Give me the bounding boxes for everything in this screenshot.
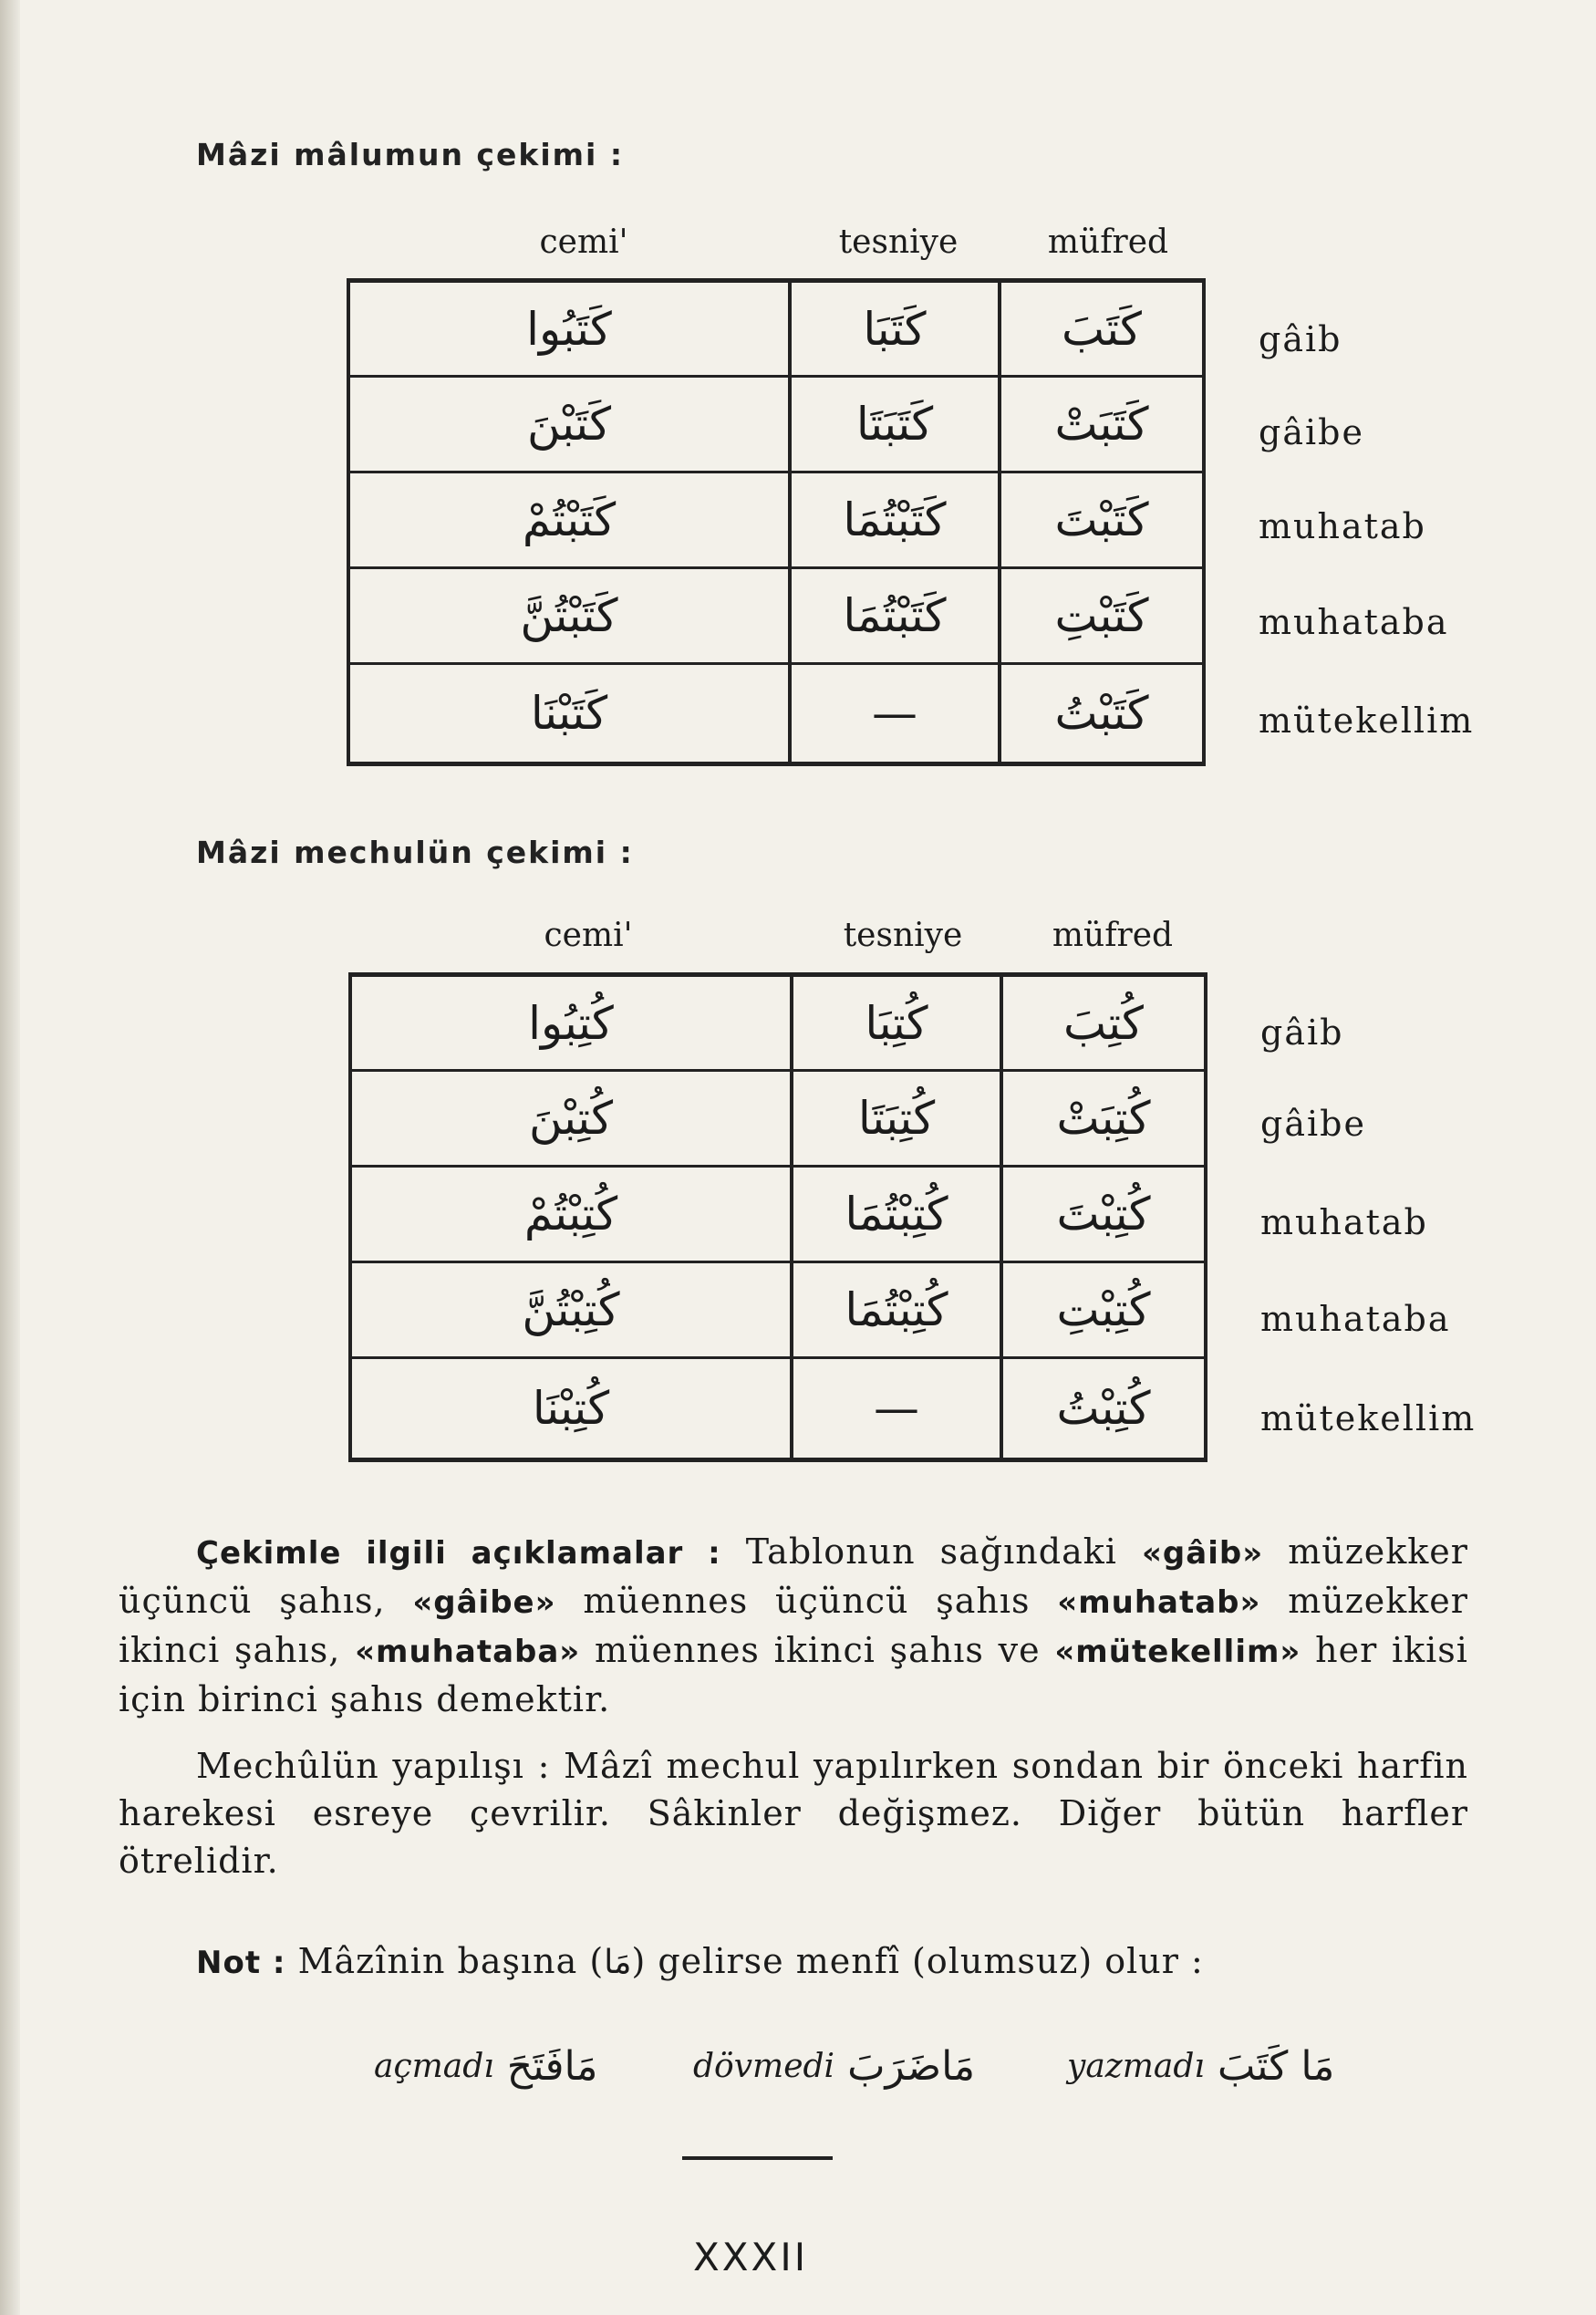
divider bbox=[682, 2156, 833, 2160]
explanation-text: her ikisi için birinci şahıs demektir. bbox=[119, 1630, 1468, 1719]
row-label: gâib bbox=[1259, 319, 1342, 359]
note-line bbox=[196, 1937, 1382, 1987]
section2-table bbox=[348, 972, 1207, 1462]
note-text-after: ) gelirse menfî (olumsuz) olur : bbox=[631, 1941, 1204, 1981]
note-label: Not : bbox=[196, 1945, 286, 1981]
mufred-cell: كَتَبَ bbox=[1000, 281, 1204, 377]
row-label: gâib bbox=[1260, 1012, 1344, 1053]
table-row bbox=[348, 472, 1204, 568]
section1-table bbox=[347, 278, 1206, 766]
table-row bbox=[350, 1358, 1206, 1460]
table-row bbox=[348, 281, 1204, 377]
table-row bbox=[348, 568, 1204, 664]
section2-colhead-mufred: müfred bbox=[1052, 917, 1174, 954]
tesniye-cell: كَتَبَا bbox=[790, 281, 1000, 377]
example-turkish: açmadı bbox=[374, 2048, 494, 2085]
section2-colhead-tesniye: tesniye bbox=[843, 917, 963, 954]
row-label: gâibe bbox=[1260, 1104, 1366, 1144]
table-row bbox=[348, 664, 1204, 764]
row-label: mütekellim bbox=[1260, 1398, 1477, 1438]
term-muhatab: «muhatab» bbox=[1057, 1584, 1261, 1621]
cemi-cell: كَتَبْنَا bbox=[348, 664, 790, 764]
example-2 bbox=[693, 2043, 975, 2090]
tesniye-cell: كُتِبَتَا bbox=[792, 1071, 1001, 1167]
tesniye-cell: كَتَبَتَا bbox=[790, 377, 1000, 472]
row-label: mütekellim bbox=[1259, 701, 1475, 741]
mufred-cell: كُتِبَ bbox=[1001, 975, 1206, 1071]
table-row bbox=[348, 377, 1204, 472]
tesniye-cell: كُتِبْتُمَا bbox=[792, 1167, 1001, 1262]
explanation-text: Tablonun sağındaki bbox=[745, 1531, 1117, 1572]
section1-heading: Mâzi mâlumun çekimi : bbox=[196, 137, 625, 172]
tesniye-cell: كُتِبَا bbox=[792, 975, 1001, 1071]
mufred-cell: كُتِبْتِ bbox=[1001, 1262, 1206, 1358]
term-gaibe: «gâibe» bbox=[412, 1584, 556, 1621]
explanation-text: müennes ikinci şahıs ve bbox=[595, 1630, 1041, 1670]
table-row bbox=[350, 1167, 1206, 1262]
section1-colhead-cemi: cemi' bbox=[539, 223, 628, 261]
cemi-cell: كُتِبْنَا bbox=[350, 1358, 792, 1460]
cemi-cell: كَتَبْتُمْ bbox=[348, 472, 790, 568]
cemi-cell: كَتَبْتُنَّ bbox=[348, 568, 790, 664]
cemi-cell: كَتَبُوا bbox=[348, 281, 790, 377]
mufred-cell: كُتِبْتُ bbox=[1001, 1358, 1206, 1460]
mufred-cell: كَتَبْتِ bbox=[1000, 568, 1204, 664]
section2-colhead-cemi: cemi' bbox=[544, 917, 633, 954]
explanation-paragraph bbox=[119, 1528, 1468, 1723]
example-arabic: مَا كَتَبَ bbox=[1217, 2043, 1335, 2090]
explanation-text: müennes üçüncü şahıs bbox=[583, 1581, 1031, 1621]
mufred-cell: كُتِبَتْ bbox=[1001, 1071, 1206, 1167]
tesniye-cell: كُتِبْتُمَا bbox=[792, 1262, 1001, 1358]
mufred-cell: كَتَبْتَ bbox=[1000, 472, 1204, 568]
example-arabic: مَافَتَحَ bbox=[506, 2043, 598, 2090]
cemi-cell: كُتِبْتُمْ bbox=[350, 1167, 792, 1262]
example-arabic: مَاضَرَبَ bbox=[847, 2043, 976, 2090]
section1-colhead-tesniye: tesniye bbox=[838, 223, 959, 261]
mufred-cell: كَتَبَتْ bbox=[1000, 377, 1204, 472]
page-edge bbox=[0, 0, 20, 2315]
row-label: muhataba bbox=[1260, 1299, 1451, 1339]
explanation-text: müzekker ikinci şahıs, bbox=[119, 1581, 1468, 1670]
section1-colhead-mufred: müfred bbox=[1047, 223, 1169, 261]
note-text-before: Mâzînin başına ( bbox=[297, 1941, 605, 1981]
table-row bbox=[350, 975, 1206, 1071]
row-label: muhataba bbox=[1259, 602, 1449, 642]
cemi-cell: كُتِبْتُنَّ bbox=[350, 1262, 792, 1358]
tesniye-cell: — bbox=[790, 664, 1000, 764]
tesniye-cell: كَتَبْتُمَا bbox=[790, 472, 1000, 568]
row-label: muhatab bbox=[1260, 1202, 1428, 1242]
tesniye-cell: كَتَبْتُمَا bbox=[790, 568, 1000, 664]
example-turkish: dövmedi bbox=[693, 2048, 835, 2085]
example-turkish: yazmadı bbox=[1067, 2048, 1205, 2085]
page-number: XXXII bbox=[693, 2235, 809, 2279]
cemi-cell: كَتَبْنَ bbox=[348, 377, 790, 472]
row-label: gâibe bbox=[1259, 412, 1364, 452]
cemi-cell: كُتِبْنَ bbox=[350, 1071, 792, 1167]
example-3 bbox=[1067, 2043, 1334, 2090]
cemi-cell: كُتِبُوا bbox=[350, 975, 792, 1071]
explanation-text: müzekker üçüncü şahıs, bbox=[119, 1531, 1468, 1621]
note-arabic: مَا bbox=[604, 1944, 632, 1981]
term-muhataba: «muhataba» bbox=[355, 1634, 581, 1670]
mechul-paragraph: Mechûlün yapılışı : Mâzî mechul yapılırken sondan bir önceki harfin harekesi esreye çevrilir. Sâkinler değişmez. Diğer bütün harfler ötrelidir. bbox=[119, 1746, 1468, 1881]
mufred-cell: كُتِبْتَ bbox=[1001, 1167, 1206, 1262]
example-1 bbox=[374, 2043, 597, 2090]
term-mutekellim: «mütekellim» bbox=[1054, 1634, 1301, 1670]
term-gaib: «gâib» bbox=[1141, 1535, 1264, 1572]
row-label: muhatab bbox=[1259, 506, 1426, 546]
tesniye-cell: — bbox=[792, 1358, 1001, 1460]
table-row bbox=[350, 1262, 1206, 1358]
section2-heading: Mâzi mechulün çekimi : bbox=[196, 835, 634, 870]
mufred-cell: كَتَبْتُ bbox=[1000, 664, 1204, 764]
table-row bbox=[350, 1071, 1206, 1167]
explanation-heading: Çekimle ilgili açıklamalar : bbox=[196, 1535, 721, 1572]
